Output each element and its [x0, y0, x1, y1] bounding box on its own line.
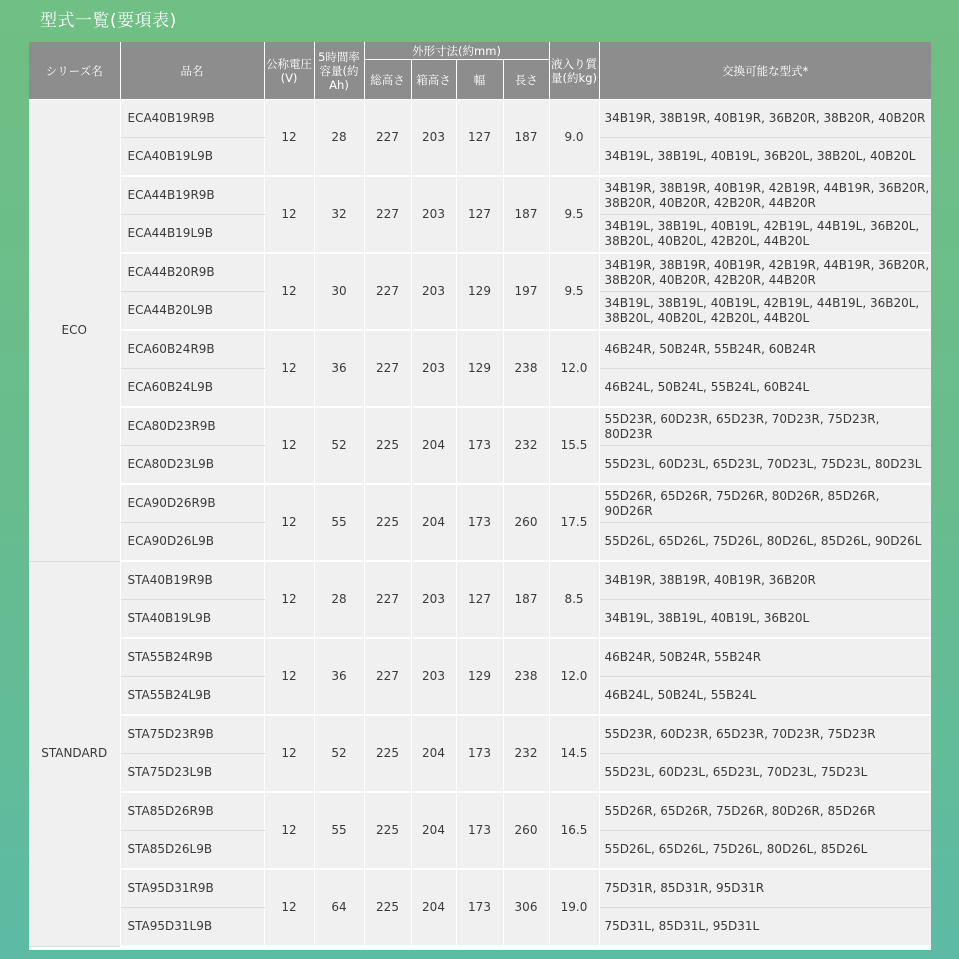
spec-length: 187 [503, 176, 549, 253]
spec-capacity: 32 [314, 176, 364, 253]
compatible-models: 34B19R, 38B19R, 40B19R, 36B20R [599, 561, 931, 600]
spec-total-height: 225 [364, 869, 411, 946]
spec-voltage: 12 [264, 869, 314, 946]
model-name: STA75D23R9B [120, 715, 264, 754]
spec-capacity: 28 [314, 561, 364, 638]
header-length: 長さ [503, 60, 549, 100]
table-row [29, 715, 931, 754]
series-name: STANDARD [29, 561, 120, 946]
spec-length: 238 [503, 330, 549, 407]
table-row [29, 561, 931, 600]
spec-length: 260 [503, 484, 549, 561]
compatible-models: 55D23R, 60D23R, 65D23R, 70D23R, 75D23R [599, 715, 931, 754]
model-name: ECA44B19R9B [120, 176, 264, 215]
spec-weight: 15.5 [549, 407, 599, 484]
spec-total-height: 227 [364, 253, 411, 330]
spec-total-height: 227 [364, 176, 411, 253]
spec-voltage: 12 [264, 253, 314, 330]
spec-voltage: 12 [264, 407, 314, 484]
spec-table [29, 42, 931, 947]
spec-capacity: 55 [314, 484, 364, 561]
compatible-models: 34B19L, 38B19L, 40B19L, 42B19L, 44B19L, 36B20L, 38B20L, 40B20L, 42B20L, 44B20L [599, 215, 931, 254]
header-dimensions: 外形寸法(約mm) [364, 42, 549, 60]
table-row [29, 407, 931, 446]
spec-capacity: 52 [314, 407, 364, 484]
spec-weight: 8.5 [549, 561, 599, 638]
spec-weight: 12.0 [549, 330, 599, 407]
page-title: 型式一覧(要項表) [40, 11, 177, 31]
compatible-models: 55D23L, 60D23L, 65D23L, 70D23L, 75D23L, 80D23L [599, 446, 931, 485]
spec-width: 173 [456, 715, 503, 792]
spec-voltage: 12 [264, 561, 314, 638]
table-row [29, 638, 931, 677]
model-name: ECA44B20R9B [120, 253, 264, 292]
compatible-models: 75D31L, 85D31L, 95D31L [599, 908, 931, 947]
spec-length: 232 [503, 407, 549, 484]
spec-length: 197 [503, 253, 549, 330]
series-name: ECO [29, 100, 120, 562]
header-weight: 液入り質量(約kg) [549, 42, 599, 100]
model-name: STA75D23L9B [120, 754, 264, 793]
compatible-models: 46B24L, 50B24L, 55B24L, 60B24L [599, 369, 931, 408]
header-width: 幅 [456, 60, 503, 100]
model-name: ECA44B20L9B [120, 292, 264, 331]
spec-box-height: 203 [411, 330, 456, 407]
compatible-models: 46B24L, 50B24L, 55B24L [599, 677, 931, 716]
model-name: ECA60B24L9B [120, 369, 264, 408]
spec-box-height: 203 [411, 100, 456, 177]
model-name: STA95D31R9B [120, 869, 264, 908]
table-row [29, 253, 931, 292]
spec-width: 173 [456, 869, 503, 946]
spec-box-height: 204 [411, 715, 456, 792]
spec-total-height: 225 [364, 715, 411, 792]
spec-total-height: 225 [364, 407, 411, 484]
model-name: STA85D26R9B [120, 792, 264, 831]
spec-box-height: 203 [411, 638, 456, 715]
spec-width: 173 [456, 792, 503, 869]
model-name: ECA40B19L9B [120, 138, 264, 177]
spec-weight: 14.5 [549, 715, 599, 792]
model-name: STA40B19R9B [120, 561, 264, 600]
model-name: ECA80D23L9B [120, 446, 264, 485]
spec-voltage: 12 [264, 484, 314, 561]
spec-box-height: 204 [411, 792, 456, 869]
spec-capacity: 28 [314, 100, 364, 177]
spec-weight: 12.0 [549, 638, 599, 715]
compatible-models: 34B19L, 38B19L, 40B19L, 36B20L [599, 600, 931, 639]
header-box-height: 箱高さ [411, 60, 456, 100]
compatible-models: 55D26L, 65D26L, 75D26L, 80D26L, 85D26L [599, 831, 931, 870]
spec-length: 260 [503, 792, 549, 869]
compatible-models: 55D26L, 65D26L, 75D26L, 80D26L, 85D26L, 90D26L [599, 523, 931, 562]
spec-capacity: 55 [314, 792, 364, 869]
model-name: STA55B24R9B [120, 638, 264, 677]
spec-length: 187 [503, 561, 549, 638]
header-total-height: 総高さ [364, 60, 411, 100]
compatible-models: 46B24R, 50B24R, 55B24R [599, 638, 931, 677]
compatible-models: 55D26R, 65D26R, 75D26R, 80D26R, 85D26R [599, 792, 931, 831]
spec-capacity: 30 [314, 253, 364, 330]
header-product: 品名 [120, 42, 264, 100]
compatible-models: 34B19R, 38B19R, 40B19R, 42B19R, 44B19R, 36B20R, 38B20R, 40B20R, 42B20R, 44B20R [599, 176, 931, 215]
spec-box-height: 204 [411, 484, 456, 561]
spec-total-height: 227 [364, 100, 411, 177]
spec-box-height: 204 [411, 407, 456, 484]
model-name: ECA90D26R9B [120, 484, 264, 523]
table-row [29, 869, 931, 908]
spec-total-height: 227 [364, 561, 411, 638]
compatible-models: 34B19L, 38B19L, 40B19L, 36B20L, 38B20L, 40B20L [599, 138, 931, 177]
model-name: ECA90D26L9B [120, 523, 264, 562]
spec-total-height: 225 [364, 484, 411, 561]
spec-weight: 9.0 [549, 100, 599, 177]
spec-total-height: 227 [364, 330, 411, 407]
spec-voltage: 12 [264, 100, 314, 177]
spec-voltage: 12 [264, 715, 314, 792]
spec-box-height: 203 [411, 253, 456, 330]
spec-total-height: 227 [364, 638, 411, 715]
compatible-models: 34B19R, 38B19R, 40B19R, 42B19R, 44B19R, 36B20R, 38B20R, 40B20R, 42B20R, 44B20R [599, 253, 931, 292]
spec-length: 238 [503, 638, 549, 715]
table-row [29, 100, 931, 138]
spec-width: 129 [456, 638, 503, 715]
compatible-models: 75D31R, 85D31R, 95D31R [599, 869, 931, 908]
spec-box-height: 203 [411, 561, 456, 638]
table-row [29, 176, 931, 215]
compatible-models: 55D23R, 60D23R, 65D23R, 70D23R, 75D23R, 80D23R [599, 407, 931, 446]
spec-width: 129 [456, 253, 503, 330]
model-name: ECA44B19L9B [120, 215, 264, 254]
spec-weight: 19.0 [549, 869, 599, 946]
spec-capacity: 64 [314, 869, 364, 946]
model-name: ECA60B24R9B [120, 330, 264, 369]
model-name: STA85D26L9B [120, 831, 264, 870]
spec-weight: 9.5 [549, 176, 599, 253]
compatible-models: 34B19L, 38B19L, 40B19L, 42B19L, 44B19L, 36B20L, 38B20L, 40B20L, 42B20L, 44B20L [599, 292, 931, 331]
spec-width: 173 [456, 407, 503, 484]
spec-voltage: 12 [264, 330, 314, 407]
table-row [29, 792, 931, 831]
spec-width: 129 [456, 330, 503, 407]
spec-capacity: 36 [314, 638, 364, 715]
spec-width: 173 [456, 484, 503, 561]
spec-box-height: 204 [411, 869, 456, 946]
spec-weight: 17.5 [549, 484, 599, 561]
spec-table-container [29, 42, 931, 950]
spec-weight: 16.5 [549, 792, 599, 869]
header-compatible: 交換可能な型式* [599, 42, 931, 100]
spec-table-body [29, 100, 931, 947]
model-name: STA55B24L9B [120, 677, 264, 716]
header-voltage: 公称電圧(V) [264, 42, 314, 100]
spec-capacity: 36 [314, 330, 364, 407]
table-row [29, 330, 931, 369]
header-series: シリーズ名 [29, 42, 120, 100]
model-name: STA95D31L9B [120, 908, 264, 947]
model-name: ECA40B19R9B [120, 100, 264, 138]
model-name: ECA80D23R9B [120, 407, 264, 446]
spec-length: 306 [503, 869, 549, 946]
compatible-models: 55D26R, 65D26R, 75D26R, 80D26R, 85D26R, 90D26R [599, 484, 931, 523]
compatible-models: 34B19R, 38B19R, 40B19R, 36B20R, 38B20R, 40B20R [599, 100, 931, 138]
spec-voltage: 12 [264, 792, 314, 869]
spec-width: 127 [456, 176, 503, 253]
header-capacity: 5時間率容量(約Ah) [314, 42, 364, 100]
spec-box-height: 203 [411, 176, 456, 253]
spec-width: 127 [456, 100, 503, 177]
spec-voltage: 12 [264, 176, 314, 253]
spec-width: 127 [456, 561, 503, 638]
spec-weight: 9.5 [549, 253, 599, 330]
compatible-models: 55D23L, 60D23L, 65D23L, 70D23L, 75D23L [599, 754, 931, 793]
spec-length: 187 [503, 100, 549, 177]
table-row [29, 484, 931, 523]
spec-total-height: 225 [364, 792, 411, 869]
spec-length: 232 [503, 715, 549, 792]
model-name: STA40B19L9B [120, 600, 264, 639]
spec-capacity: 52 [314, 715, 364, 792]
spec-voltage: 12 [264, 638, 314, 715]
compatible-models: 46B24R, 50B24R, 55B24R, 60B24R [599, 330, 931, 369]
